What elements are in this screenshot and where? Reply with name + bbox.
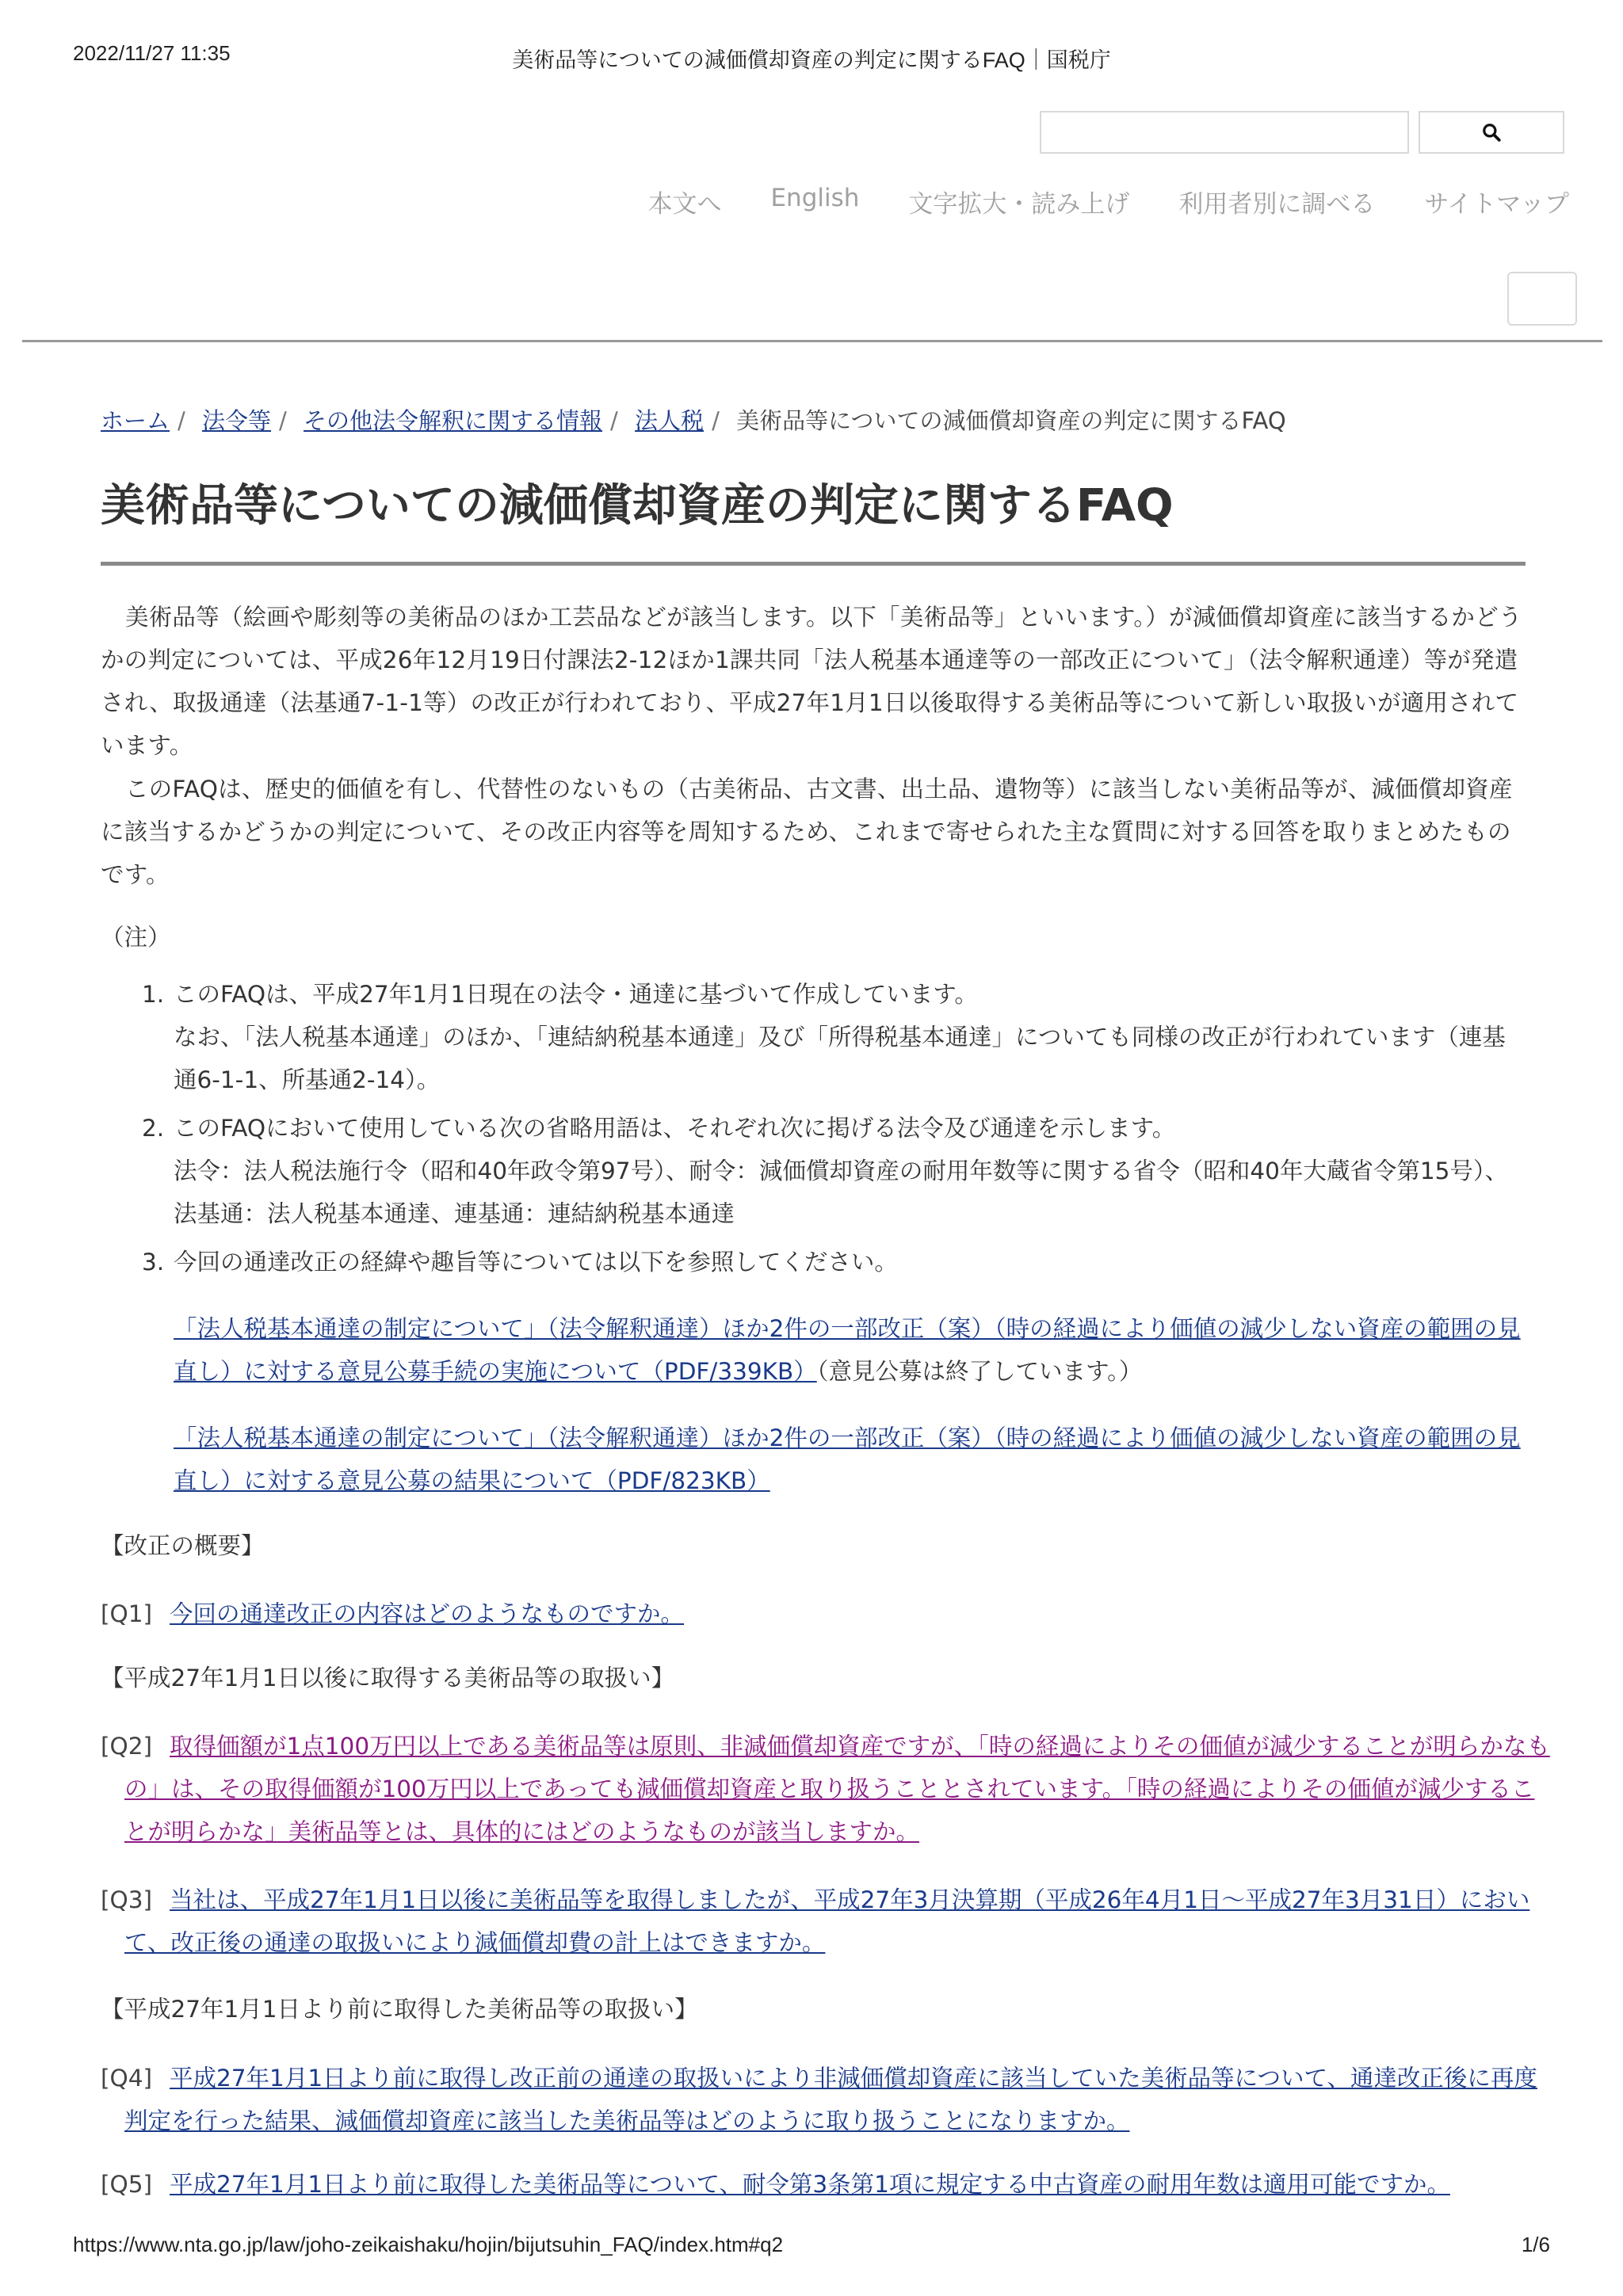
question-link-q3[interactable]: 当社は、平成27年1月1日以後に美術品等を取得しましたが、平成27年3月決算期（平成26年4月1日～平成27年3月31日）において、改正後の通達の取扱いにより減価償却費の計上はできますか。 xyxy=(124,1886,1530,1956)
note-item xyxy=(142,1241,1521,1283)
utility-nav xyxy=(626,184,1569,219)
search-button[interactable] xyxy=(1419,111,1564,154)
reference-link-public-comment-result[interactable]: 「法人税基本通達の制定について」（法令解釈通達）ほか2件の一部改正（案）（時の経過により価値の減少しない資産の範囲の見直し）に対する意見公募の結果について（PDF/823KB） xyxy=(174,1425,1521,1494)
note-heading: （注） xyxy=(101,924,171,951)
breadcrumb-corporate-tax[interactable]: 法人税 xyxy=(635,407,705,434)
breadcrumb-laws[interactable]: 法令等 xyxy=(202,407,272,434)
menu-button[interactable] xyxy=(1507,272,1577,326)
reference-item xyxy=(174,1417,1521,1502)
nav-skip-to-content[interactable]: 本文へ xyxy=(647,190,722,219)
note-subtext: なお、「法人税基本通達」のほか、「連結納税基本通達」及び「所得税基本通達」についても同様の改正が行われています（連基通6-1-1、所基通2-14）。 xyxy=(174,1024,1506,1093)
reference-item xyxy=(174,1307,1521,1393)
question-number: [Q3] xyxy=(101,1886,153,1913)
breadcrumb-current: 美術品等についての減価償却資産の判定に関するFAQ xyxy=(736,407,1286,434)
question-number: [Q2] xyxy=(101,1733,153,1760)
nav-sitemap[interactable]: サイトマップ xyxy=(1424,190,1569,219)
note-subtext: 法令：法人税法施行令（昭和40年政令第97号）、耐令：減価償却資産の耐用年数等に関する省令（昭和40年大蔵省令第15号）、法基通：法人税基本通達、連基通：連結納税基本通達 xyxy=(174,1158,1509,1227)
question-number: [Q5] xyxy=(101,2171,153,2198)
question-link-q5[interactable]: 平成27年1月1日より前に取得した美術品等について、耐令第3条第1項に規定する中古資産の耐用年数は適用可能ですか。 xyxy=(170,2171,1450,2198)
note-text: このFAQは、平成27年1月1日現在の法令・通達に基づいて作成しています。 xyxy=(174,981,978,1008)
reference-note: （意見公募は終了しています。） xyxy=(816,1358,1143,1385)
question-link-q4[interactable]: 平成27年1月1日より前に取得し改正前の通達の取扱いにより非減価償却資産に該当していた美術品等について、通達改正後に再度判定を行った結果、減価償却資産に該当した美術品等はどのように取り扱うことになりますか。 xyxy=(124,2065,1537,2134)
faq-question xyxy=(101,1878,1551,1964)
print-datetime: 2022/11/27 11:35 xyxy=(73,41,231,65)
search-input[interactable] xyxy=(1040,111,1409,154)
question-number: [Q4] xyxy=(101,2065,153,2092)
intro-paragraph-2: このFAQは、歴史的価値を有し、代替性のないもの（古美術品、古文書、出土品、遺物等）に該当しない美術品等が、減価償却資産に該当するかどうかの判定について、その改正内容等を周知するため、これまで寄せられた主な質問に対する回答を取りまとめたものです。 xyxy=(101,776,1513,888)
note-text: 今回の通達改正の経緯や趣旨等については以下を参照してください。 xyxy=(174,1249,898,1276)
note-text: このFAQにおいて使用している次の省略用語は、それぞれ次に掲げる法令及び通達を示します。 xyxy=(174,1115,1176,1142)
note-item xyxy=(142,973,1521,1101)
breadcrumb: ホーム / 法令等 / その他法令解釈に関する情報 / 法人税 / 美術品等についての減価償却資産の判定に関するFAQ xyxy=(101,407,1286,434)
breadcrumb-other-interpretations[interactable]: その他法令解釈に関する情報 xyxy=(304,407,603,434)
print-page-number: 1/6 xyxy=(1521,2233,1550,2256)
nav-text-size-readaloud[interactable]: 文字拡大・読み上げ xyxy=(908,190,1130,219)
note-number: 3. xyxy=(142,1249,165,1276)
print-page-title: 美術品等についての減価償却資産の判定に関するFAQ｜国税庁 xyxy=(512,48,1111,72)
page-title: 美術品等についての減価償却資産の判定に関するFAQ xyxy=(101,480,1174,532)
question-link-q1[interactable]: 今回の通達改正の内容はどのようなものですか。 xyxy=(170,1600,685,1627)
intro-paragraph-1: 美術品等（絵画や彫刻等の美術品のほか工芸品などが該当します。以下「美術品等」といいます。）が減価償却資産に該当するかどうかの判定については、平成26年12月19日付課法2-12ほか1課共同「法人税基本通達等の一部改正について」（法令解釈通達）等が発遣され、取扱通達（法基通7-1-1等）の改正が行われており、平成27年1月1日以後取得する美術品等について新しい取扱いが適用されています。 xyxy=(101,604,1522,759)
note-number: 1. xyxy=(142,981,165,1008)
question-number: [Q1] xyxy=(101,1600,153,1627)
note-item xyxy=(142,1107,1521,1235)
header-divider xyxy=(22,340,1602,342)
breadcrumb-home[interactable]: ホーム xyxy=(101,407,170,434)
title-divider xyxy=(101,562,1526,566)
faq-question xyxy=(101,2057,1551,2142)
faq-question xyxy=(101,2163,1551,2206)
note-number: 2. xyxy=(142,1115,165,1142)
reference-link-public-comment-procedure[interactable]: 「法人税基本通達の制定について」（法令解釈通達）ほか2件の一部改正（案）（時の経過により価値の減少しない資産の範囲の見直し）に対する意見公募手続の実施について（PDF/339KB） xyxy=(174,1315,1521,1385)
search-icon xyxy=(1481,122,1502,143)
print-url: https://www.nta.go.jp/law/joho-zeikaishaku/hojin/bijutsuhin_FAQ/index.htm#q2 xyxy=(73,2233,784,2256)
nav-english[interactable]: English xyxy=(770,184,860,212)
faq-question xyxy=(101,1725,1551,1853)
section-heading: 【平成27年1月1日以後に取得する美術品等の取扱い】 xyxy=(101,1665,675,1691)
faq-question xyxy=(101,1592,1551,1635)
question-link-q2[interactable]: 取得価額が1点100万円以上である美術品等は原則、非減価償却資産ですが、「時の経過によりその価値が減少することが明らかなもの」は、その取得価額が100万円以上であっても減価償却資産と取り扱うこととされています。「時の経過によりその価値が減少することが明らかな」美術品等とは、具体的にはどのようなものが該当しますか。 xyxy=(124,1733,1550,1845)
nav-by-user[interactable]: 利用者別に調べる xyxy=(1178,190,1376,219)
section-heading: 【改正の概要】 xyxy=(101,1532,265,1559)
section-heading: 【平成27年1月1日より前に取得した美術品等の取扱い】 xyxy=(101,1996,698,2023)
